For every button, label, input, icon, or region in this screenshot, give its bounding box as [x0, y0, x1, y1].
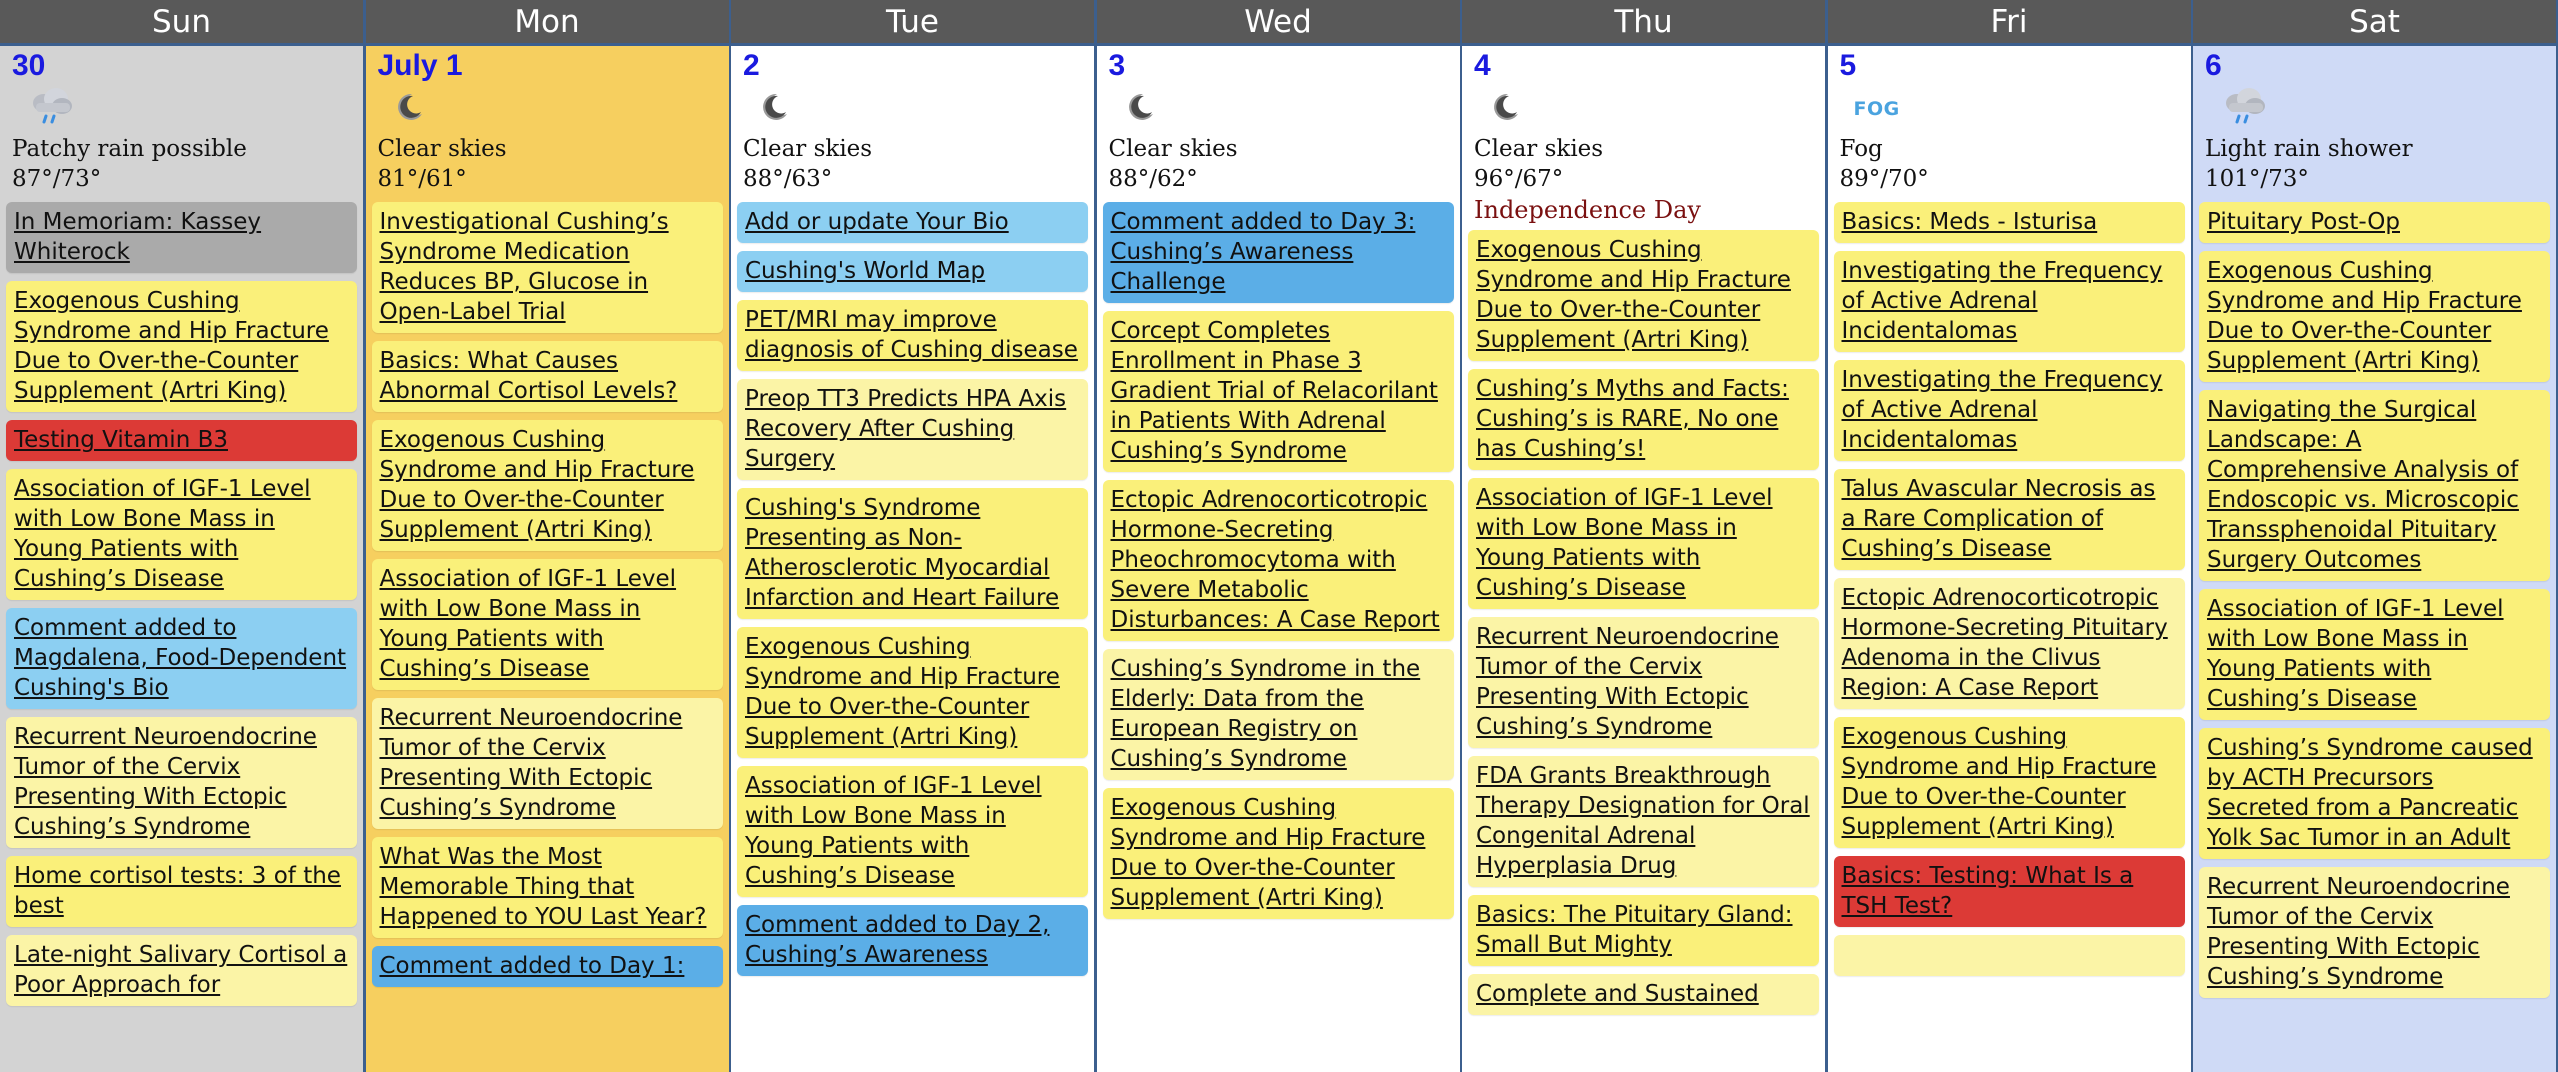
calendar-event-link[interactable]: Complete and Sustained: [1468, 974, 1819, 1015]
day-number[interactable]: 5: [1839, 49, 1857, 82]
calendar-event-link[interactable]: Home cortisol tests: 3 of the best: [6, 856, 357, 927]
calendar-event-link[interactable]: Recurrent Neuroendocrine Tumor of the Cervix Presenting With Ectopic Cushing’s Syndrome: [1468, 617, 1819, 748]
moon-icon: [757, 90, 791, 129]
calendar-event-link[interactable]: [1834, 935, 2185, 976]
calendar-event-link[interactable]: Investigating the Frequency of Active Adrenal Incidentalomas: [1834, 251, 2185, 352]
day-column-thu: [1462, 0, 1825, 1072]
day-cell[interactable]: [1462, 46, 1825, 1072]
weather-description: Clear skies: [1474, 136, 1604, 162]
calendar-event-link[interactable]: Add or update Your Bio: [737, 202, 1088, 243]
moon-icon: [1488, 90, 1522, 129]
calendar-event-link[interactable]: Association of IGF-1 Level with Low Bone Mass in Young Patients with Cushing’s Disease: [6, 469, 357, 600]
day-number[interactable]: 2: [743, 49, 760, 82]
calendar-event-link[interactable]: Basics: Testing: What Is a TSH Test?: [1834, 856, 2185, 927]
weekday-header: Fri: [1828, 0, 2191, 46]
calendar-event-link[interactable]: Cushing’s Syndrome in the Elderly: Data from the European Registry on Cushing’s Syndrome: [1103, 649, 1454, 780]
weather-description: Clear skies: [1108, 136, 1238, 162]
weekday-header: Tue: [731, 0, 1094, 46]
calendar-event-link[interactable]: Basics: What Causes Abnormal Cortisol Levels?: [372, 341, 723, 412]
moon-icon: [1123, 90, 1157, 129]
weekday-header: Wed: [1097, 0, 1460, 46]
calendar-event-link[interactable]: Exogenous Cushing Syndrome and Hip Fracture Due to Over-the-Counter Supplement (Artri King): [372, 420, 723, 551]
calendar-event-link[interactable]: Exogenous Cushing Syndrome and Hip Fracture Due to Over-the-Counter Supplement (Artri King): [1468, 230, 1819, 361]
calendar-event-link[interactable]: Testing Vitamin B3: [6, 420, 357, 461]
holiday-label: Independence Day: [1474, 196, 1701, 224]
day-column-tue: [731, 0, 1094, 1072]
day-column-fri: [1828, 0, 2191, 1072]
weather-description: Patchy rain possible: [12, 136, 247, 162]
calendar-event-link[interactable]: Pituitary Post-Op: [2199, 202, 2550, 243]
calendar-event-link[interactable]: Cushing’s Myths and Facts: Cushing’s is RARE, No one has Cushing’s!: [1468, 369, 1819, 470]
calendar-event-link[interactable]: Ectopic Adrenocorticotropic Hormone-Secreting Pituitary Adenoma in the Clivus Region: A Case Report: [1834, 578, 2185, 709]
calendar-event-link[interactable]: Preop TT3 Predicts HPA Axis Recovery After Cushing Surgery: [737, 379, 1088, 480]
weekday-header: Sun: [0, 0, 363, 46]
weather-temperature: 101°/73°: [2205, 166, 2309, 192]
calendar-event-link[interactable]: Exogenous Cushing Syndrome and Hip Fracture Due to Over-the-Counter Supplement (Artri King): [2199, 251, 2550, 382]
day-number[interactable]: 6: [2205, 49, 2222, 82]
day-cell[interactable]: [366, 46, 729, 1072]
calendar-event-link[interactable]: Exogenous Cushing Syndrome and Hip Fracture Due to Over-the-Counter Supplement (Artri King): [1103, 788, 1454, 919]
calendar-event-link[interactable]: Association of IGF-1 Level with Low Bone Mass in Young Patients with Cushing’s Disease: [737, 766, 1088, 897]
weather-temperature: 89°/70°: [1839, 166, 1929, 192]
calendar-event-link[interactable]: Comment added to Day 1:: [372, 946, 723, 987]
moon-icon: [392, 90, 426, 129]
calendar-event-link[interactable]: Association of IGF-1 Level with Low Bone Mass in Young Patients with Cushing’s Disease: [372, 559, 723, 690]
calendar-event-link[interactable]: Recurrent Neuroendocrine Tumor of the Cervix Presenting With Ectopic Cushing’s Syndrome: [6, 717, 357, 848]
calendar-event-link[interactable]: Exogenous Cushing Syndrome and Hip Fracture Due to Over-the-Counter Supplement (Artri King): [6, 281, 357, 412]
day-column-sun: [0, 0, 363, 1072]
calendar-event-link[interactable]: Comment added to Magdalena, Food-Dependent Cushing's Bio: [6, 608, 357, 709]
day-cell[interactable]: [2193, 46, 2556, 1072]
day-cell[interactable]: [0, 46, 363, 1072]
day-cell[interactable]: [731, 46, 1094, 1072]
weather-temperature: 87°/73°: [12, 166, 102, 192]
calendar-event-link[interactable]: FDA Grants Breakthrough Therapy Designation for Oral Congenital Adrenal Hyperplasia Drug: [1468, 756, 1819, 887]
day-column-mon: [366, 0, 729, 1072]
calendar-event-link[interactable]: Recurrent Neuroendocrine Tumor of the Cervix Presenting With Ectopic Cushing’s Syndrome: [2199, 867, 2550, 998]
calendar-event-link[interactable]: Exogenous Cushing Syndrome and Hip Fracture Due to Over-the-Counter Supplement (Artri King): [737, 627, 1088, 758]
weather-temperature: 81°/61°: [377, 166, 467, 192]
weather-description: Clear skies: [377, 136, 507, 162]
calendar-event-link[interactable]: Exogenous Cushing Syndrome and Hip Fracture Due to Over-the-Counter Supplement (Artri King): [1834, 717, 2185, 848]
weather-description: Light rain shower: [2205, 136, 2413, 162]
calendar-event-link[interactable]: Investigating the Frequency of Active Adrenal Incidentalomas: [1834, 360, 2185, 461]
weekday-header: Sat: [2193, 0, 2556, 46]
day-column-wed: [1097, 0, 1460, 1072]
calendar-event-link[interactable]: What Was the Most Memorable Thing that Happened to YOU Last Year?: [372, 837, 723, 938]
calendar-event-link[interactable]: Talus Avascular Necrosis as a Rare Complication of Cushing’s Disease: [1834, 469, 2185, 570]
calendar-event-link[interactable]: Late-night Salivary Cortisol a Poor Approach for: [6, 935, 357, 1006]
day-number[interactable]: July 1: [377, 49, 463, 82]
weather-temperature: 96°/67°: [1474, 166, 1564, 192]
weekday-header: Thu: [1462, 0, 1825, 46]
calendar-event-link[interactable]: Ectopic Adrenocorticotropic Hormone-Secreting Pheochromocytoma with Severe Metabolic Disturbances: A Case Report: [1103, 480, 1454, 641]
calendar-event-link[interactable]: Basics: The Pituitary Gland: Small But Mighty: [1468, 895, 1819, 966]
day-cell[interactable]: [1828, 46, 2191, 1072]
calendar-event-link[interactable]: Comment added to Day 3: Cushing’s Awareness Challenge: [1103, 202, 1454, 303]
day-column-sat: [2193, 0, 2556, 1072]
day-cell[interactable]: [1097, 46, 1460, 1072]
weather-temperature: 88°/63°: [743, 166, 833, 192]
calendar-event-link[interactable]: Cushing’s Syndrome caused by ACTH Precursors Secreted from a Pancreatic Yolk Sac Tumor in an Adult: [2199, 728, 2550, 859]
calendar-event-link[interactable]: Basics: Meds - Isturisa: [1834, 202, 2185, 243]
calendar-event-link[interactable]: Association of IGF-1 Level with Low Bone Mass in Young Patients with Cushing’s Disease: [2199, 589, 2550, 720]
calendar-event-link[interactable]: Investigational Cushing’s Syndrome Medication Reduces BP, Glucose in Open-Label Trial: [372, 202, 723, 333]
weather-description: Clear skies: [743, 136, 873, 162]
weekday-header: Mon: [366, 0, 729, 46]
day-number[interactable]: 4: [1474, 49, 1491, 82]
calendar-event-link[interactable]: Navigating the Surgical Landscape: A Comprehensive Analysis of Endoscopic vs. Microscopic Transsphenoidal Pituitary Surgery Outcomes: [2199, 390, 2550, 581]
weather-description: Fog: [1839, 136, 1883, 162]
calendar-event-link[interactable]: Comment added to Day 2, Cushing’s Awareness: [737, 905, 1088, 976]
calendar-event-link[interactable]: PET/MRI may improve diagnosis of Cushing disease: [737, 300, 1088, 371]
weather-temperature: 88°/62°: [1108, 166, 1198, 192]
day-number[interactable]: 30: [12, 49, 46, 82]
calendar-event-link[interactable]: Recurrent Neuroendocrine Tumor of the Cervix Presenting With Ectopic Cushing’s Syndrome: [372, 698, 723, 829]
calendar-event-link[interactable]: Cushing's Syndrome Presenting as Non-Atherosclerotic Myocardial Infarction and Heart Failure: [737, 488, 1088, 619]
calendar-event-link[interactable]: In Memoriam: Kassey Whiterock: [6, 202, 357, 273]
rain-cloud-icon: [26, 85, 76, 134]
calendar-event-link[interactable]: Corcept Completes Enrollment in Phase 3 Gradient Trial of Relacorilant in Patients With Adrenal Cushing’s Syndrome: [1103, 311, 1454, 472]
calendar-event-link[interactable]: Association of IGF-1 Level with Low Bone Mass in Young Patients with Cushing’s Disease: [1468, 478, 1819, 609]
fog-icon: FOG: [1853, 98, 1900, 120]
day-number[interactable]: 3: [1108, 49, 1126, 82]
calendar-event-link[interactable]: Cushing's World Map: [737, 251, 1088, 292]
rain-cloud-icon: [2219, 85, 2269, 134]
